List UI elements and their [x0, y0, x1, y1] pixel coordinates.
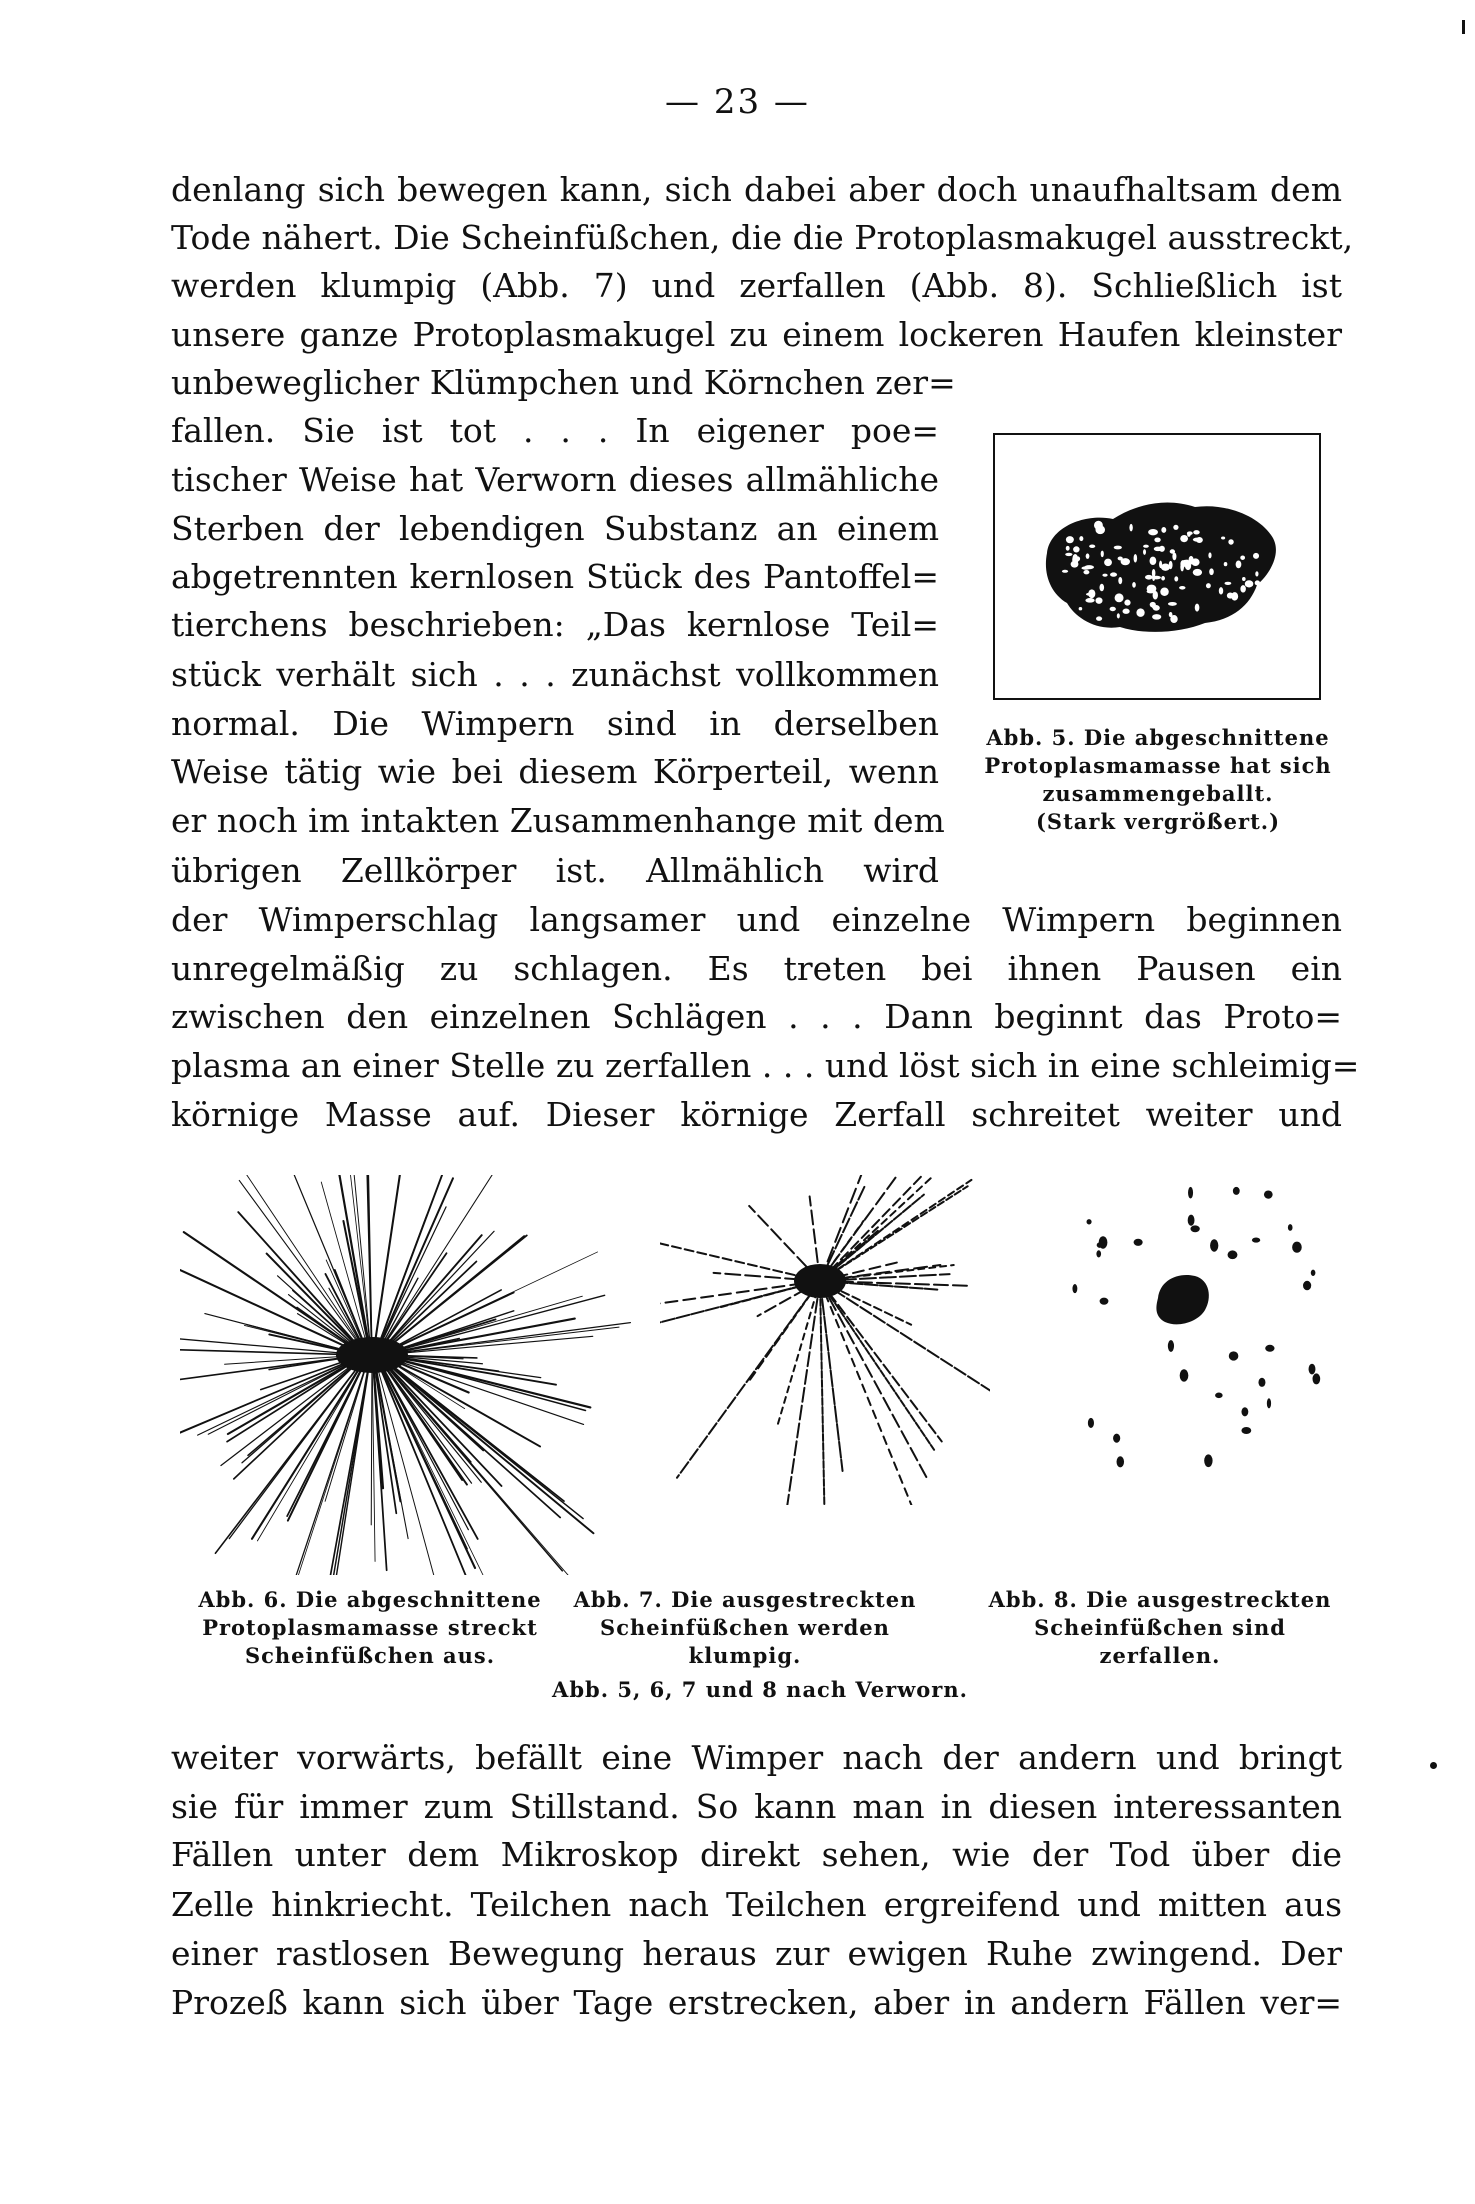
vacuole: [1242, 577, 1246, 581]
vacuole: [1253, 553, 1259, 559]
vacuole: [1081, 566, 1089, 569]
figure-7-illustration: [660, 1175, 990, 1505]
pseudopod-ray: [820, 1281, 929, 1481]
vacuole: [1104, 559, 1112, 566]
text-line: Fällen unter dem Mikroskop direkt sehen, wie der Tod über die: [171, 1835, 1342, 1874]
vacuole: [1173, 525, 1178, 530]
vacuole: [1161, 576, 1165, 580]
pseudopod-ray: [820, 1281, 916, 1505]
vacuole: [1208, 552, 1211, 558]
pseudopod-ray: [239, 1180, 361, 1346]
granule: [1267, 1398, 1271, 1408]
vacuole: [1209, 568, 1214, 575]
text-line: Sterben der lebendigen Substanz an einem: [171, 509, 939, 548]
vacuole: [1079, 536, 1083, 541]
figure-5-caption: [968, 724, 1348, 836]
text-line: tischer Weise hat Verworn dieses allmähliche: [171, 460, 939, 499]
text-line: unsere ganze Protoplasmakugel zu einem lockeren Haufen kleinster: [171, 315, 1342, 354]
caption-line: Protoplasmamasse streckt: [202, 1615, 538, 1640]
vacuole: [1066, 536, 1074, 543]
vacuole: [1180, 535, 1188, 542]
vacuole: [1161, 527, 1166, 533]
vacuole: [1168, 602, 1177, 606]
vacuole: [1110, 572, 1117, 576]
vacuole: [1154, 537, 1160, 542]
granule: [1303, 1281, 1311, 1290]
vacuole: [1085, 598, 1094, 603]
vacuole: [1110, 607, 1116, 611]
granule: [1210, 1239, 1218, 1251]
text-line: sie für immer zum Stillstand. So kann man in diesen interessanten: [171, 1787, 1342, 1826]
vacuole: [1179, 586, 1185, 590]
vacuole: [1148, 529, 1158, 535]
pseudopod-ray: [820, 1281, 942, 1441]
vacuole: [1136, 608, 1144, 617]
text-line: Prozeß kann sich über Tage erstrecken, aber in andern Fällen ver=: [171, 1983, 1342, 2022]
text-line: stück verhält sich . . . zunächst vollkommen: [171, 655, 939, 694]
pseudopod-ray: [227, 1361, 355, 1442]
granule: [1188, 1187, 1193, 1199]
caption-line: Scheinfüßchen sind: [1034, 1615, 1286, 1640]
granule: [1168, 1340, 1174, 1352]
pseudopod-ray: [660, 1281, 820, 1331]
text-line: Weise tätig wie bei diesem Körperteil, wenn: [171, 752, 939, 791]
vacuole: [1160, 588, 1169, 596]
vacuole: [1072, 554, 1077, 563]
vacuole: [1129, 524, 1132, 531]
text-line: denlang sich bewegen kann, sich dabei aber doch unaufhaltsam dem: [171, 170, 1342, 209]
vacuole: [1240, 555, 1245, 559]
granule: [1099, 1236, 1108, 1248]
pseudopod-ray: [778, 1281, 820, 1424]
vacuole: [1114, 546, 1122, 550]
granule: [1228, 1250, 1238, 1259]
vacuole: [1132, 582, 1136, 588]
pseudopod-ray: [385, 1231, 494, 1347]
vacuole: [1152, 605, 1158, 609]
vacuole: [1115, 593, 1124, 602]
vacuole: [1219, 587, 1223, 594]
text-line: fallen. Sie ist tot . . . In eigener poe=: [171, 411, 939, 450]
figure-5-illustration: [995, 435, 1319, 698]
pseudopod-ray: [820, 1281, 990, 1402]
credit-line: Abb. 5, 6, 7 und 8 nach Verworn.: [552, 1677, 968, 1702]
caption-line: Abb. 6. Die abgeschnittene: [198, 1587, 542, 1612]
pseudopod-ray: [677, 1281, 820, 1478]
vacuole: [1169, 612, 1173, 617]
caption-line: Scheinfüßchen werden: [600, 1615, 890, 1640]
text-line: einer rastlosen Bewegung heraus zur ewigen Ruhe zwingend. Der: [171, 1934, 1342, 1973]
pseudopod-ray: [379, 1178, 453, 1345]
vacuole: [1143, 549, 1146, 555]
vacuole: [1143, 545, 1149, 548]
vacuole: [1089, 544, 1095, 548]
vacuole: [1152, 573, 1155, 581]
vacuole: [1065, 553, 1072, 556]
granule: [1134, 1239, 1143, 1246]
granule: [1215, 1393, 1223, 1399]
figure-7-caption: [555, 1586, 935, 1670]
granule: [1288, 1224, 1293, 1231]
pseudopod-ray: [392, 1323, 631, 1354]
vacuole: [1124, 600, 1130, 606]
granule: [1188, 1215, 1195, 1226]
vacuole: [1236, 560, 1242, 568]
scan-artifact-dot: [1430, 1762, 1437, 1769]
vacuole: [1117, 613, 1120, 618]
caption-line: Abb. 5. Die abgeschnittene: [986, 725, 1330, 750]
granule: [1096, 1250, 1101, 1257]
pseudopod-ray: [820, 1175, 883, 1281]
vacuole: [1187, 532, 1191, 537]
text-line: abgetrennten kernlosen Stück des Pantoffel=: [171, 557, 939, 596]
granule: [1258, 1378, 1265, 1387]
granule: [1100, 1298, 1109, 1305]
vacuole: [1225, 582, 1232, 585]
vacuole: [1096, 616, 1102, 620]
vacuole: [1099, 584, 1104, 591]
text-line: körnige Masse auf. Dieser körnige Zerfall schreitet weiter und: [171, 1095, 1342, 1134]
vacuole: [1066, 546, 1070, 551]
vacuole: [1079, 607, 1083, 610]
granule: [1180, 1369, 1189, 1381]
text-line: tierchens beschrieben: „Das kernlose Teil=: [171, 605, 939, 644]
pseudopod-ray: [371, 1365, 372, 1525]
granule: [1204, 1454, 1212, 1467]
pseudopod-ray: [379, 1364, 473, 1575]
pseudopod-ray: [786, 1281, 820, 1505]
vacuole: [1150, 557, 1157, 565]
vacuole: [1062, 570, 1068, 573]
vacuole: [1154, 547, 1162, 552]
vacuole: [1193, 538, 1201, 542]
vacuole: [1195, 604, 1200, 612]
granule: [1241, 1427, 1251, 1434]
figure-credit: [520, 1676, 1000, 1704]
vacuole: [1245, 580, 1254, 587]
vacuole: [1083, 570, 1089, 574]
vacuole: [1121, 558, 1130, 565]
vacuole: [1152, 614, 1161, 619]
caption-line: Abb. 7. Die ausgestreckten: [573, 1587, 917, 1612]
protoplasm-nucleus: [794, 1264, 846, 1298]
granule: [1252, 1238, 1260, 1243]
caption-line: Scheinfüßchen aus.: [244, 1643, 496, 1668]
granule: [1117, 1456, 1125, 1467]
figure-6-illustration: [180, 1175, 660, 1575]
vacuole: [1193, 569, 1202, 576]
vacuole: [1185, 562, 1191, 570]
text-line: er noch im intakten Zusammenhange mit dem: [171, 801, 945, 840]
vacuole: [1193, 530, 1199, 534]
granule: [1229, 1351, 1239, 1360]
vacuole: [1224, 562, 1228, 566]
text-line: zwischen den einzelnen Schlägen . . . Dann beginnt das Proto=: [171, 997, 1342, 1036]
protoplasm-clump: [1156, 1275, 1208, 1324]
pseudopod-ray: [392, 1336, 593, 1354]
vacuole: [1174, 576, 1178, 581]
vacuole: [1253, 599, 1263, 603]
granule: [1072, 1284, 1077, 1293]
text-line: weiter vorwärts, befällt eine Wimper nach der andern und bringt: [171, 1738, 1342, 1777]
caption-line: klumpig.: [688, 1643, 802, 1668]
vacuole: [1170, 549, 1175, 553]
vacuole: [1221, 536, 1225, 539]
vacuole: [1073, 546, 1079, 552]
vacuole: [1102, 574, 1107, 577]
vacuole: [1228, 539, 1233, 545]
granule: [1241, 1407, 1248, 1416]
granule: [1113, 1434, 1120, 1443]
granule: [1233, 1187, 1240, 1195]
figure-6-caption: [160, 1586, 580, 1670]
page-number: — 23 —: [665, 82, 810, 122]
vacuole: [1255, 571, 1258, 576]
text-line: normal. Die Wimpern sind in derselben: [171, 704, 939, 743]
vacuole: [1147, 590, 1155, 594]
vacuole: [1246, 603, 1254, 610]
figure-5-frame: [993, 433, 1321, 700]
figure-8-illustration: [1060, 1180, 1340, 1500]
vacuole: [1172, 553, 1176, 561]
text-line: unregelmäßig zu schlagen. Es treten bei ihnen Pausen ein: [171, 949, 1342, 988]
text-line: Zelle hinkriecht. Teilchen nach Teilchen ergreifend und mitten aus: [171, 1885, 1342, 1924]
vacuole: [1122, 609, 1129, 614]
vacuole: [1145, 575, 1153, 580]
granule: [1313, 1373, 1321, 1384]
pseudopod-ray: [321, 1365, 369, 1575]
granule: [1309, 1364, 1316, 1375]
granule: [1087, 1219, 1092, 1224]
granule: [1088, 1418, 1094, 1428]
vacuole: [1240, 585, 1246, 592]
vacuole: [1231, 592, 1238, 600]
vacuole: [1134, 554, 1138, 563]
vacuole: [1180, 562, 1184, 571]
granule: [1190, 1225, 1199, 1232]
granule: [1292, 1242, 1302, 1253]
caption-line: zerfallen.: [1099, 1643, 1221, 1668]
granule: [1311, 1270, 1316, 1276]
granule: [1264, 1190, 1273, 1198]
figure-8-caption: [970, 1586, 1350, 1670]
vacuole: [1161, 564, 1170, 571]
vacuole: [1101, 551, 1104, 558]
caption-line: zusammengeballt.: [1042, 781, 1274, 806]
vacuole: [1088, 589, 1095, 598]
text-line: werden klumpig (Abb. 7) und zerfallen (Abb. 8). Schließlich ist: [171, 266, 1342, 305]
text-line: plasma an einer Stelle zu zerfallen . . . und löst sich in eine schleimig=: [171, 1046, 1360, 1085]
text-line: der Wimperschlag langsamer und einzelne Wimpern beginnen: [171, 900, 1342, 939]
caption-line: (Stark vergrößert.): [1035, 809, 1281, 834]
vacuole: [1118, 577, 1122, 584]
text-line: Tode nähert. Die Scheinfüßchen, die die Protoplasmakugel ausstreckt,: [171, 218, 1354, 257]
granule: [1265, 1345, 1274, 1352]
caption-line: Protoplasmamasse hat sich: [984, 753, 1332, 778]
pseudopod-ray: [257, 1364, 362, 1541]
protoplasm-nucleus: [336, 1337, 408, 1373]
text-line: übrigen Zellkörper ist. Allmählich wird: [171, 851, 939, 890]
text-line: unbeweglicher Klümpchen und Körnchen zer=: [171, 363, 956, 402]
vacuole: [1206, 583, 1211, 588]
vacuole: [1240, 611, 1246, 620]
vacuole: [1086, 553, 1090, 558]
vacuole: [1096, 597, 1103, 604]
vacuole: [1094, 521, 1103, 530]
vacuole: [1255, 580, 1260, 585]
caption-line: Abb. 8. Die ausgestreckten: [988, 1587, 1332, 1612]
pseudopod-ray: [208, 1360, 354, 1434]
scan-artifact-mark: [1462, 20, 1465, 34]
